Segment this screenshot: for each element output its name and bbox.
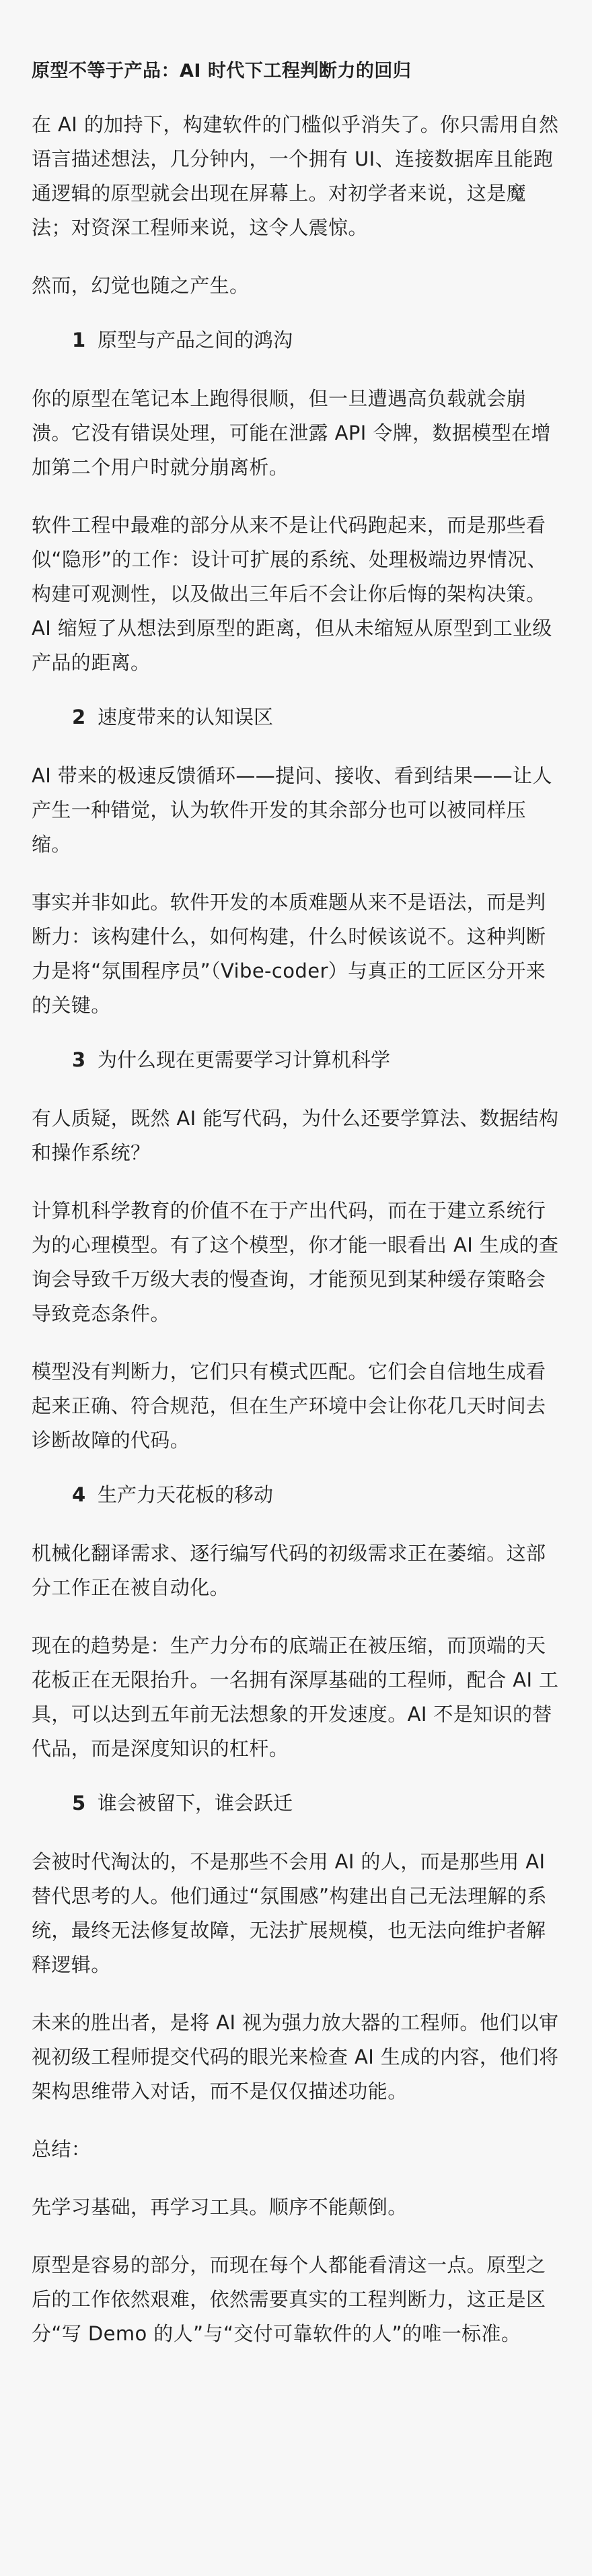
- paragraph: 先学习基础，再学习工具。顺序不能颠倒。: [32, 2196, 408, 2218]
- section-number: 4: [72, 1483, 86, 1506]
- paragraph: 然而，幻觉也随之产生。: [32, 274, 250, 297]
- section-heading-text: 生产力天花板的移动: [98, 1483, 274, 1506]
- paragraph: 事实并非如此。软件开发的本质难题从来不是语法，而是判断力：该构建什么，如何构建，什么时候该说不。这种判断力是将“氛围程序员”（Vibe-coder）与真正的工匠区分开来的关键。: [32, 891, 546, 1017]
- paragraph: 你的原型在笔记本上跑得很顺，但一旦遭遇高负载就会崩溃。它没有错误处理，可能在泄露 API 令牌，数据模型在增加第二个用户时就分崩离析。: [32, 387, 551, 479]
- paragraph: AI 带来的极速反馈循环——提问、接收、看到结果——让人产生一种错觉，认为软件开发的其余部分也可以被同样压缩。: [32, 764, 552, 856]
- section-heading: [32, 327, 565, 353]
- paragraph: 软件工程中最难的部分从来不是让代码跑起来，而是那些看似“隐形”的工作：设计可扩展的系统、处理极端边界情况、构建可观测性，以及做出三年后不会让你后悔的架构决策。AI 缩短了从想法到原型的距离，但从未缩短从原型到工业级产品的距离。: [32, 514, 552, 674]
- section-number: 1: [72, 329, 86, 351]
- paragraph: 会被时代淘汰的，不是那些不会用 AI 的人，而是那些用 AI 替代思考的人。他们通过“氛围感”构建出自己无法理解的系统，最终无法修复故障，无法扩展规模，也无法向维护者解释逻辑。: [32, 1850, 547, 1976]
- section-heading-text: 为什么现在更需要学习计算机科学: [98, 1048, 391, 1071]
- paragraph: 模型没有判断力，它们只有模式匹配。它们会自信地生成看起来正确、符合规范，但在生产环境中会让你花几天时间去诊断故障的代码。: [32, 1360, 546, 1452]
- section-number: 2: [72, 706, 86, 728]
- section-heading: [32, 1481, 565, 1508]
- paragraph: 原型是容易的部分，而现在每个人都能看清这一点。原型之后的工作依然艰难，依然需要真实的工程判断力，这正是区分“写 Demo 的人”与“交付可靠软件的人”的唯一标准。: [32, 2253, 546, 2345]
- section-heading-text: 谁会被留下，谁会跃迁: [98, 1792, 293, 1815]
- section-number: 5: [72, 1792, 86, 1815]
- section-heading-text: 原型与产品之间的鸿沟: [98, 329, 293, 351]
- section-number: 3: [72, 1048, 86, 1071]
- paragraph: 未来的胜出者，是将 AI 视为强力放大器的工程师。他们以审视初级工程师提交代码的眼光来检查 AI 生成的内容，他们将架构思维带入对话，而不是仅仅描述功能。: [32, 2011, 559, 2103]
- summary-label: 总结：: [32, 2138, 91, 2161]
- section-heading: [32, 1790, 565, 1817]
- paragraph: 现在的趋势是：生产力分布的底端正在被压缩，而顶端的天花板正在无限抬升。一名拥有深厚基础的工程师，配合 AI 工具，可以达到五年前无法想象的开发速度。AI 不是知识的替代品，而是深度知识的杠杆。: [32, 1634, 559, 1760]
- section-heading: [32, 1046, 565, 1073]
- section-heading-text: 速度带来的认知误区: [98, 706, 274, 728]
- section-heading: [32, 704, 565, 731]
- paragraph: 在 AI 的加持下，构建软件的门槛似乎消失了。你只需用自然语言描述想法，几分钟内，一个拥有 UI、连接数据库且能跑通逻辑的原型就会出现在屏幕上。对初学者来说，这是魔法；对资深工程师来说，这令人震惊。: [32, 113, 559, 239]
- paragraph: 有人质疑，既然 AI 能写代码，为什么还要学算法、数据结构和操作系统？: [32, 1107, 559, 1164]
- paragraph: 计算机科学教育的价值不在于产出代码，而在于建立系统行为的心理模型。有了这个模型，你才能一眼看出 AI 生成的查询会导致千万级大表的慢查询，才能预见到某种缓存策略会导致竞态条件。: [32, 1199, 559, 1325]
- paragraph: 机械化翻译需求、逐行编写代码的初级需求正在萎缩。这部分工作正在被自动化。: [32, 1542, 546, 1599]
- article-title: 原型不等于产品：AI 时代下工程判断力的回归: [32, 61, 412, 81]
